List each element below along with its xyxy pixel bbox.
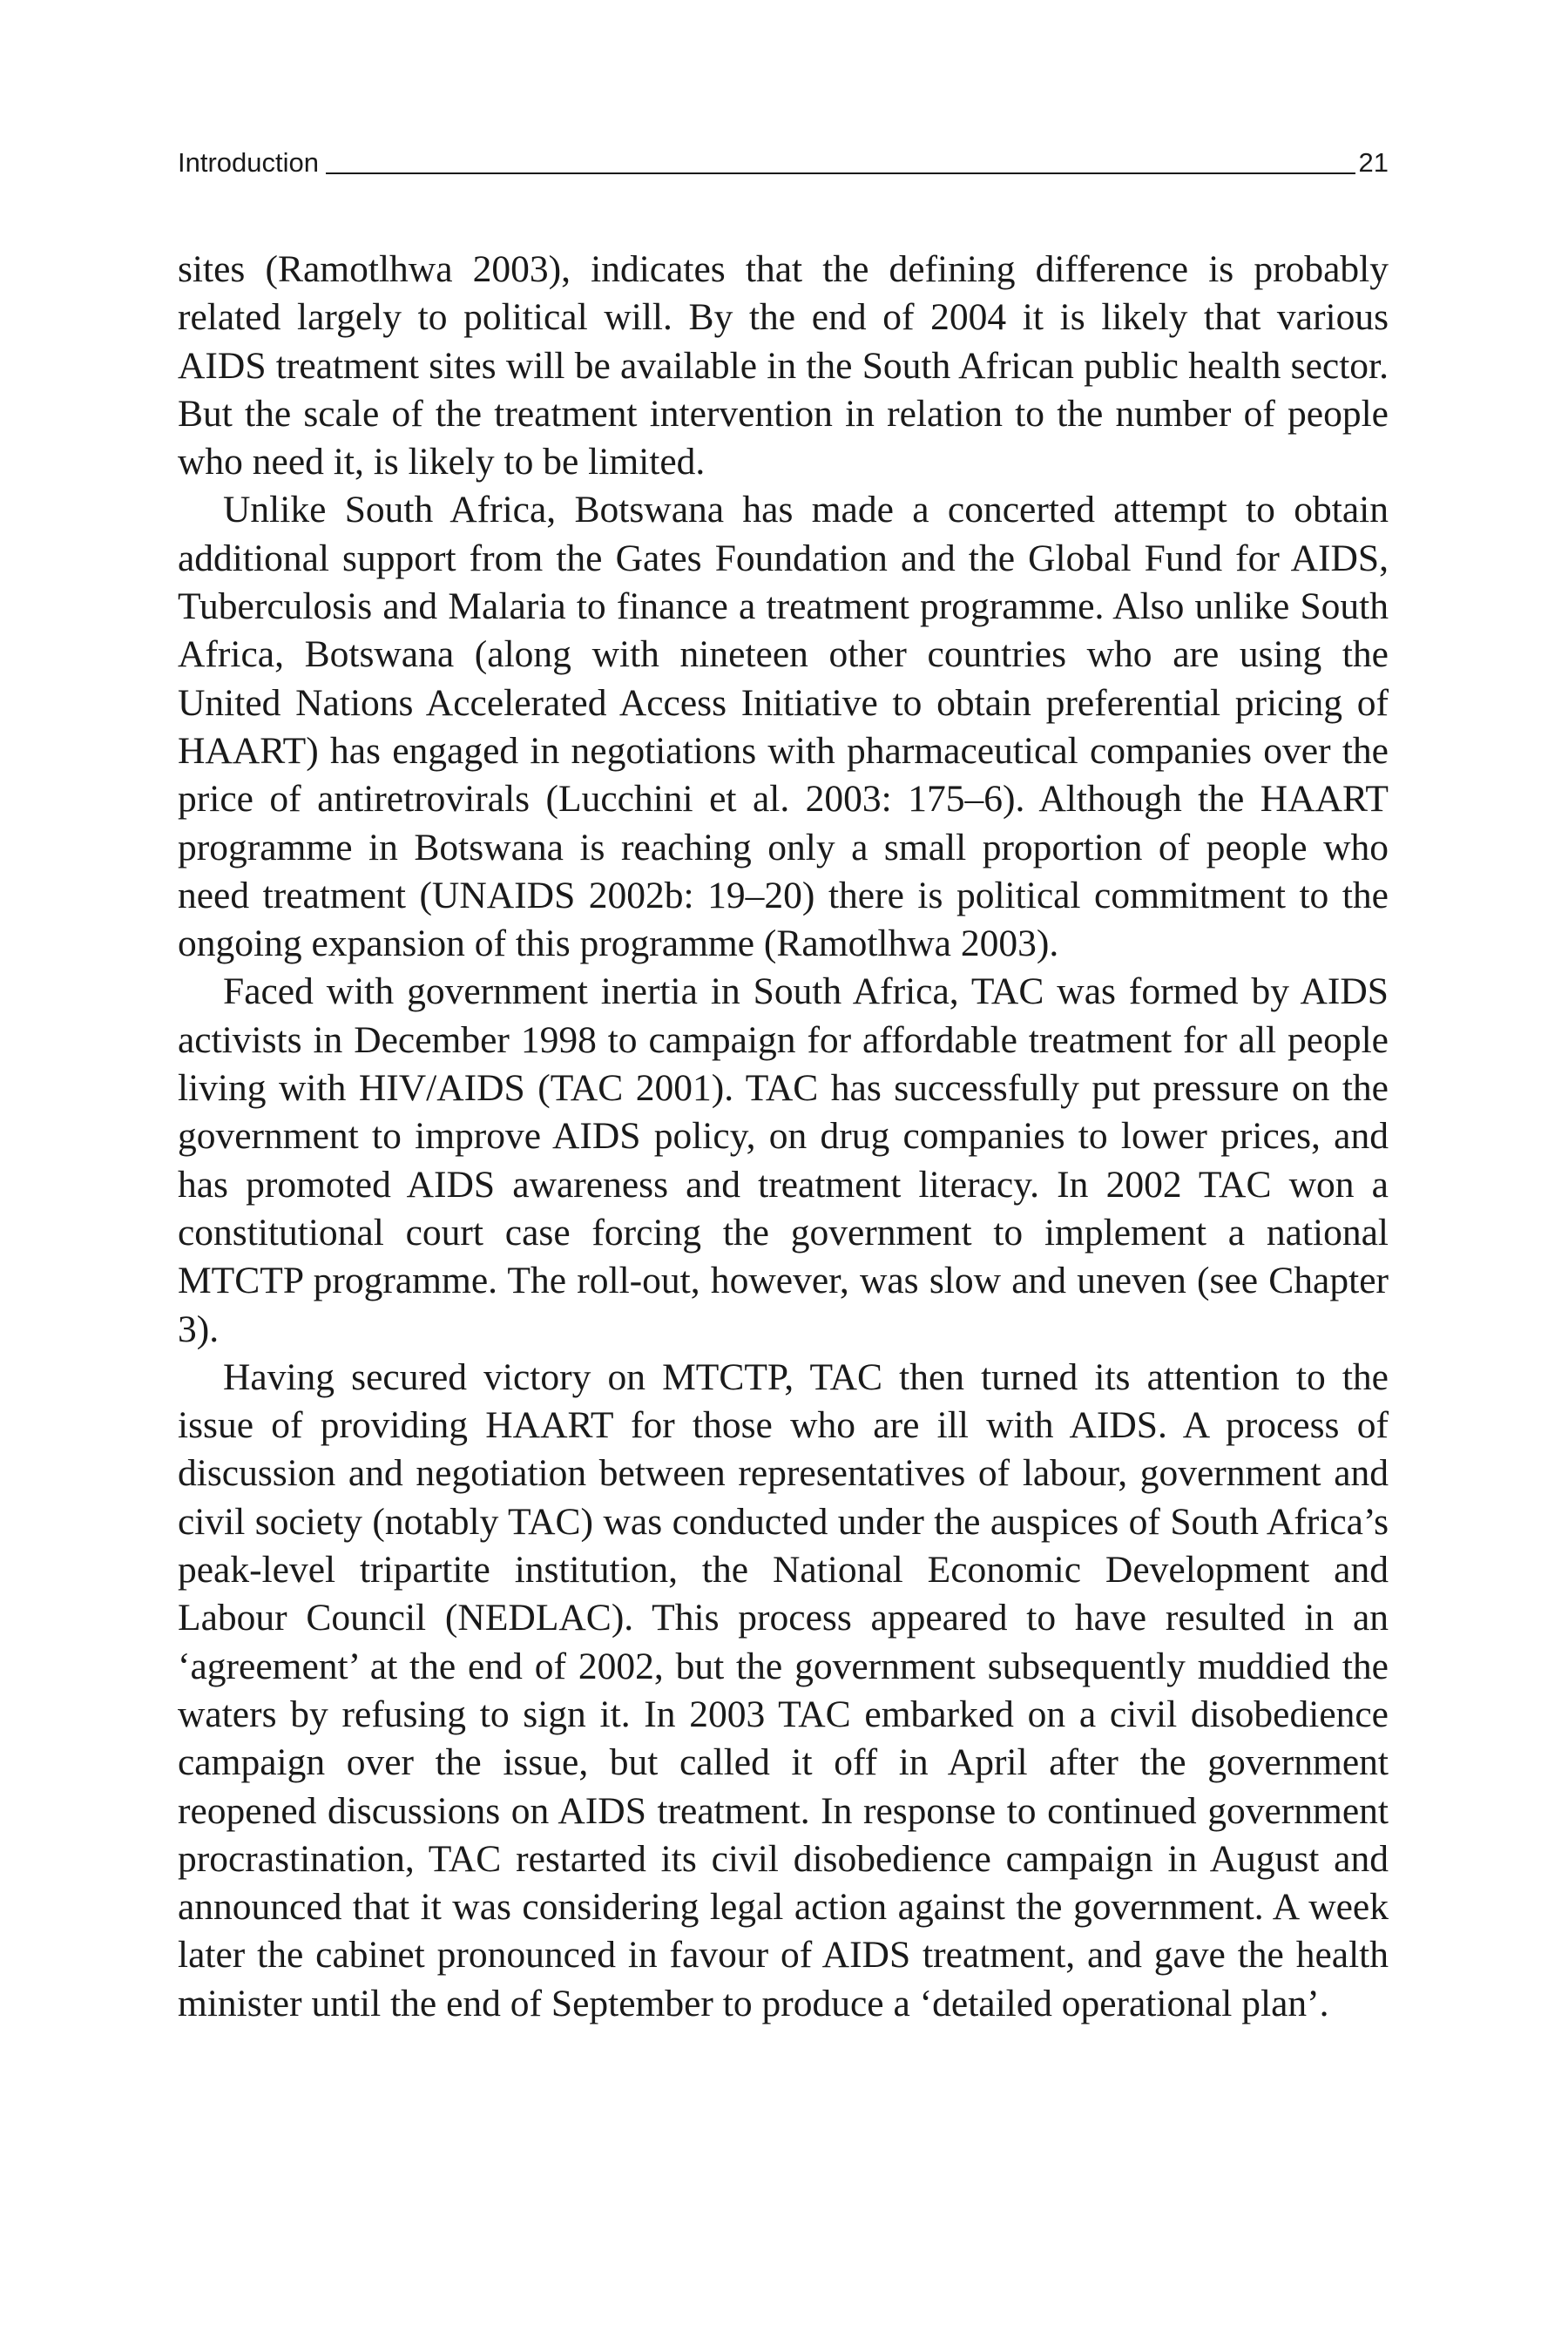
paragraph-3: Faced with government inertia in South Africa, TAC was formed by AIDS activists in December 1998 to campaign for affordable treatment for all people living with HIV/AIDS (TAC 2001). TAC has successfully put pressure on the government to improve AIDS policy, on drug companies to lower prices, and has promoted AIDS awareness and treatment literacy. In 2002 TAC won a constitutional court case forcing the government to implement a national MTCTP programme. The roll-out, however, was slow and uneven (see Chapter 3). (178, 970, 1389, 1350)
body-text (178, 246, 1389, 2028)
paragraph-1: sites (Ramotlhwa 2003), indicates that the defining difference is probably related largely to political will. By the end of 2004 it is likely that various AIDS treatment sites will be available in the South African public health sector. But the scale of the treatment intervention in relation to the number of people who need it, is likely to be limited. (178, 248, 1389, 483)
page-number: 21 (1358, 147, 1389, 178)
running-head (178, 132, 1389, 176)
header-rule (326, 172, 1355, 174)
paragraph-2: Unlike South Africa, Botswana has made a concerted attempt to obtain additional support from the Gates Foundation and the Global Fund for AIDS, Tuberculosis and Malaria to finance a treatment programme. Also unlike South Africa, Botswana (along with nineteen other countries who are using the United Nations Accelerated Access Initiative to obtain preferential pricing of HAART) has engaged in negotiations with pharmaceutical companies over the price of antiretrovirals (Lucchini et al. 2003: 175–6). Although the HAART programme in Botswana is reaching only a small proportion of people who need treatment (UNAIDS 2002b: 19–20) there is political commitment to the ongoing expansion of this programme (Ramotlhwa 2003). (178, 489, 1389, 965)
paragraph-4: Having secured victory on MTCTP, TAC then turned its attention to the issue of providing HAART for those who are ill with AIDS. A process of discussion and negotiation between representatives of labour, government and civil society (notably TAC) was conducted under the auspices of South Africa’s peak-level tripartite institution, the National Economic Development and Labour Council (NEDLAC). This process appeared to have resulted in an ‘agreement’ at the end of 2002, but the government subsequently muddied the waters by refusing to sign it. In 2003 TAC embarked on a civil disobedience campaign over the issue, but called it off in April after the government reopened discussions on AIDS treatment. In response to continued government procrastination, TAC restarted its civil disobedience campaign in August and announced that it was considering legal action against the government. A week later the cabinet pronounced in favour of AIDS treatment, and gave the health minister until the end of September to produce a ‘detailed operational plan’. (178, 1355, 1389, 2024)
section-title: Introduction (178, 147, 319, 178)
